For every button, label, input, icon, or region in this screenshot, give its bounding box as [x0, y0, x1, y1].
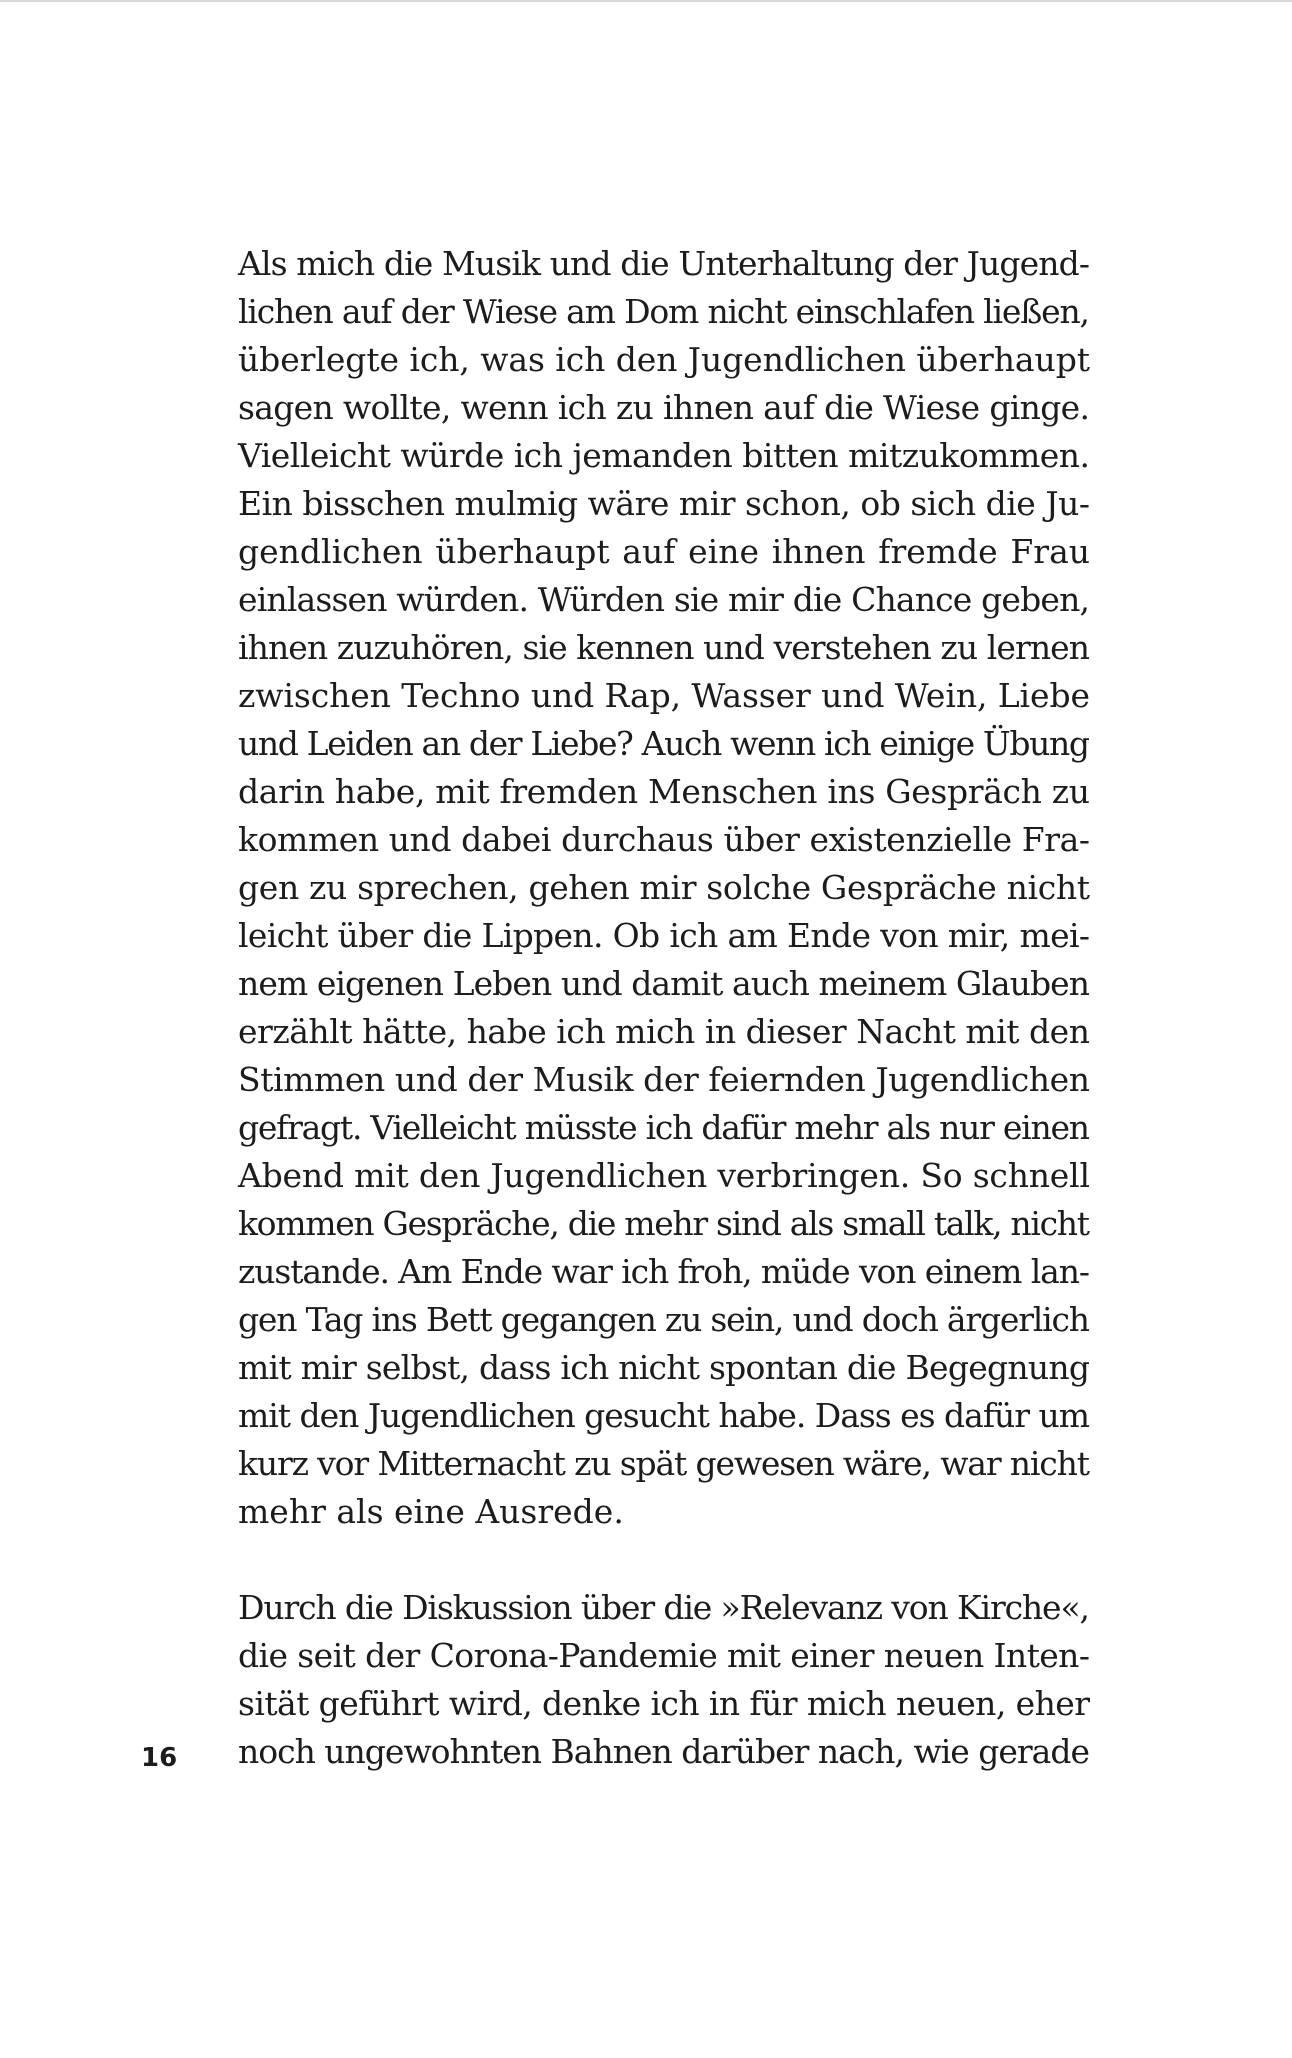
text-line: überlegte ich, was ich den Jugendlichen überhaupt	[238, 340, 1090, 379]
text-line: lichen auf der Wiese am Dom nicht einschlafen ließen,	[238, 292, 1089, 331]
text-line: gendlichen überhaupt auf eine ihnen fremde Frau	[238, 532, 1090, 571]
text-line: nem eigenen Leben und damit auch meinem Glauben	[238, 964, 1090, 1003]
text-line: noch ungewohnten Bahnen darüber nach, wie gerade	[238, 1732, 1089, 1771]
text-line: zwischen Techno und Rap, Wasser und Wein, Liebe	[238, 676, 1090, 715]
text-line: mit mir selbst, dass ich nicht spontan die Begegnung	[238, 1348, 1090, 1387]
page-top-edge	[0, 0, 1292, 2]
text-line: kurz vor Mitternacht zu spät gewesen wäre, war nicht	[238, 1444, 1089, 1483]
text-line: erzählt hätte, habe ich mich in dieser Nacht mit den	[238, 1012, 1090, 1051]
text-line: gen Tag ins Bett gegangen zu sein, und doch ärgerlich	[238, 1300, 1089, 1339]
text-line: mehr als eine Ausrede.	[238, 1492, 624, 1531]
paragraph	[238, 1584, 1090, 1776]
text-line: und Leiden an der Liebe? Auch wenn ich einige Übung	[238, 724, 1089, 763]
body-text	[238, 240, 1090, 1776]
paragraph	[238, 240, 1090, 1536]
text-line: sität geführt wird, denke ich in für mich neuen, eher	[238, 1684, 1090, 1723]
text-line: Als mich die Musik und die Unterhaltung der Jugend-	[238, 244, 1090, 283]
text-line: leicht über die Lippen. Ob ich am Ende von mir, mei-	[238, 916, 1090, 955]
text-line: die seit der Corona-Pandemie mit einer neuen Inten-	[238, 1636, 1090, 1675]
text-line: kommen Gespräche, die mehr sind als small talk, nicht	[238, 1204, 1089, 1243]
text-line: Durch die Diskussion über die »Relevanz von Kirche«,	[238, 1588, 1089, 1627]
text-line: einlassen würden. Würden sie mir die Chance geben,	[238, 580, 1090, 619]
text-line: sagen wollte, wenn ich zu ihnen auf die Wiese ginge.	[238, 388, 1090, 427]
text-line: Abend mit den Jugendlichen verbringen. So schnell	[238, 1156, 1090, 1195]
paragraph-gap	[238, 1536, 1090, 1584]
text-line: Ein bisschen mulmig wäre mir schon, ob sich die Ju-	[238, 484, 1090, 523]
text-line: kommen und dabei durchaus über existenzielle Fra-	[238, 820, 1090, 859]
text-line: ihnen zuzuhören, sie kennen und verstehen zu lernen	[238, 628, 1090, 667]
text-line: gen zu sprechen, gehen mir solche Gespräche nicht	[238, 868, 1090, 907]
text-line: darin habe, mit fremden Menschen ins Gespräch zu	[238, 772, 1090, 811]
page-number: 16	[141, 1743, 178, 1773]
text-line: mit den Jugendlichen gesucht habe. Dass es dafür um	[238, 1396, 1089, 1435]
text-line: Stimmen und der Musik der feiernden Jugendlichen	[238, 1060, 1090, 1099]
text-line: gefragt. Vielleicht müsste ich dafür mehr als nur einen	[238, 1108, 1089, 1147]
text-line: Vielleicht würde ich jemanden bitten mitzukommen.	[238, 436, 1090, 475]
text-line: zustande. Am Ende war ich froh, müde von einem lan-	[238, 1252, 1089, 1291]
